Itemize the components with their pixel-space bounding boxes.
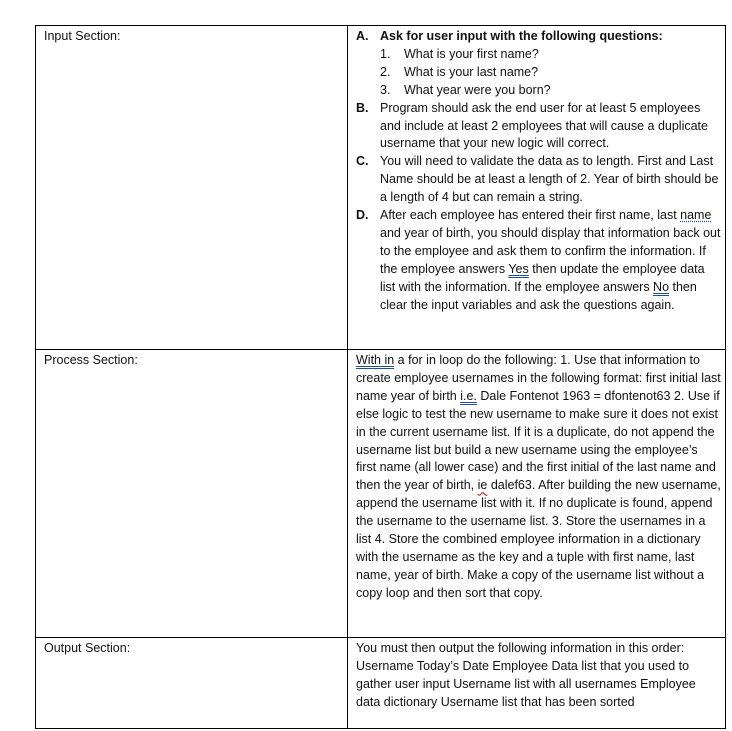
process-text: With in a for in loop do the following: 1. Use that information to create employee usernames in the following format: first initial last name year of birth i.e. Dale Fontenot 1963 = dfontenot63 2. Use if else logic to test the new username to make sure it does not exist in the current username list. If it is a duplicate, do not append the username list but build a new username using the employee’s first name (all lower case) and the first initial of the last name and then the year of birth, ie dalef63. After building the new username, append the username list with it. If no duplicate is found, append the username to the username list. 3. Store the usernames in a list 4. Store the combined employee information in a dictionary with the username as the key and a tuple with first name, last name, year of birth. Make a copy of the username list without a copy loop and then sort that copy.	[356, 353, 721, 600]
list-item: 1. What is your first name?	[380, 46, 539, 61]
input-section-content	[348, 26, 726, 350]
process-section-content	[348, 350, 726, 638]
process-section-label: Process Section:	[36, 350, 348, 638]
output-section-label: Output Section:	[36, 638, 348, 729]
list-item: 3. What year were you born?	[380, 82, 551, 97]
input-section-label: Input Section:	[36, 26, 348, 350]
output-section-content	[348, 638, 726, 729]
list-item: C. You will need to validate the data as to length. First and Last Name should be at least a length of 2. Year of birth should be a length of 4 but can remain a string.	[356, 154, 719, 205]
requirements-table	[35, 25, 726, 729]
list-item: A. Ask for user input with the following questions: 1. What is your first name? 2. What is your last name? 3. What year were you born?	[356, 28, 721, 100]
process-section-row	[36, 350, 726, 638]
output-section-row	[36, 638, 726, 729]
input-section-row	[36, 26, 726, 350]
output-text: You must then output the following information in this order: Username Today’s Date Employee Data list that you used to gather user input Username list with all usernames Employee data dictionary Username list that has been sorted	[356, 641, 696, 709]
list-item: D. After each employee has entered their first name, last name and year of birth, you should display that information back out to the employee and ask them to confirm the information. If the employee answers Yes then update the employee data list with the information. If the employee answers No then clear the input variables and ask the questions again.	[356, 208, 721, 312]
list-item: B. Program should ask the end user for at least 5 employees and include at least 2 employees that will cause a duplicate username that your new logic will correct.	[356, 100, 708, 151]
list-item: 2. What is your last name?	[380, 64, 539, 79]
questions-list	[380, 46, 721, 100]
input-requirements-list	[356, 28, 721, 315]
